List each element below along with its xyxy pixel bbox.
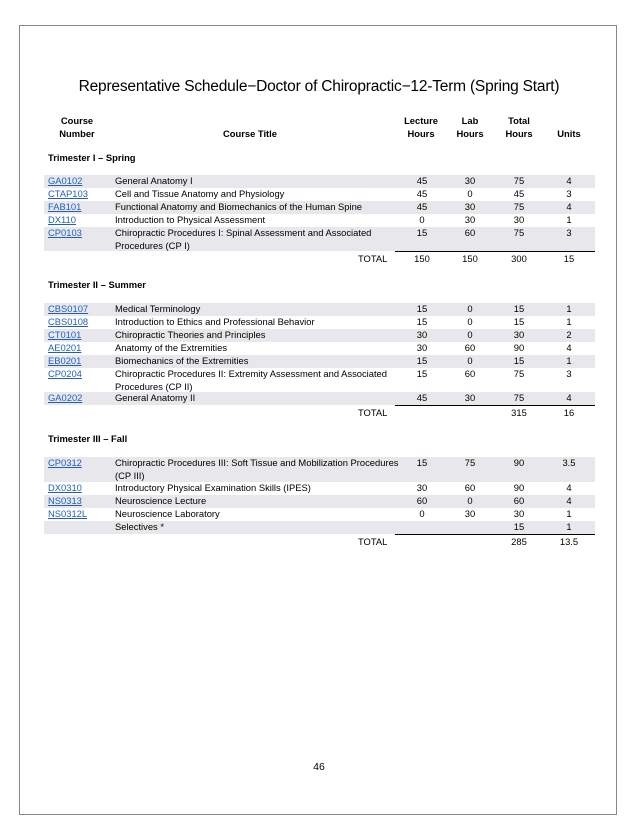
course-title: Medical Terminology (115, 303, 201, 314)
total-hours: 15 (513, 521, 525, 532)
lecture-hours: 15 (416, 316, 428, 327)
table-row (44, 482, 595, 495)
units: 3 (566, 188, 572, 199)
total-hours: 30 (513, 329, 525, 340)
table-row (44, 201, 595, 214)
lecture-hours: 45 (416, 188, 428, 199)
lecture-hours: 15 (416, 355, 428, 366)
lecture-hours: 15 (416, 303, 428, 314)
total-row (44, 252, 595, 266)
course-code-link[interactable]: CBS0107 (48, 303, 89, 314)
table-row (44, 521, 595, 534)
total-hours: 75 (513, 227, 525, 238)
header-lecture-line2: Hours (407, 128, 435, 139)
lab-hours: 75 (464, 457, 476, 468)
total-label: TOTAL (358, 253, 388, 264)
course-code-link[interactable]: GA0102 (48, 175, 83, 186)
total-units: 15 (563, 253, 575, 264)
lab-hours: 0 (467, 495, 473, 506)
table-row (44, 508, 595, 521)
course-code-link[interactable]: NS0312L (48, 508, 88, 519)
total-units: 16 (563, 407, 575, 418)
lecture-hours: 45 (416, 392, 428, 403)
course-title: General Anatomy I (115, 175, 193, 186)
course-title: Chiropractic Procedures II: Extremity Assessment and Associated Procedures (CP II) (115, 368, 387, 392)
units: 2 (566, 329, 572, 340)
table-row (44, 368, 595, 392)
header-course-title: Course Title (222, 128, 277, 139)
course-code-link[interactable]: GA0202 (48, 392, 83, 403)
units: 3 (566, 227, 572, 238)
lab-hours: 60 (464, 368, 476, 379)
header-course-line1: Course (60, 115, 94, 126)
table-row (44, 495, 595, 508)
total-hours: 45 (513, 188, 525, 199)
table-row (44, 457, 595, 482)
units: 4 (566, 392, 572, 403)
course-title: Biomechanics of the Extremities (115, 355, 249, 366)
lab-hours: 0 (467, 303, 473, 314)
units: 3.5 (562, 457, 576, 468)
total-lecture: 150 (414, 253, 430, 264)
header-total-line2: Hours (505, 128, 533, 139)
total-hours: 15 (513, 303, 525, 314)
units: 1 (566, 303, 572, 314)
course-code-link[interactable]: CP0103 (48, 227, 82, 238)
total-hours: 90 (513, 342, 525, 353)
lecture-hours: 15 (416, 368, 428, 379)
lab-hours: 60 (464, 482, 476, 493)
total-hours: 30 (513, 214, 525, 225)
header-lab-line2: Hours (456, 128, 484, 139)
total-label: TOTAL (358, 407, 388, 418)
units: 1 (566, 316, 572, 327)
lecture-hours: 30 (416, 482, 428, 493)
lecture-hours: 30 (416, 329, 428, 340)
lab-hours: 30 (464, 175, 476, 186)
total-row (44, 406, 595, 420)
table-row (44, 227, 595, 251)
course-title: Chiropractic Procedures III: Soft Tissue and Mobilization Procedures (CP III) (115, 457, 399, 481)
lab-hours: 30 (464, 508, 476, 519)
course-title: Chiropractic Theories and Principles (115, 329, 266, 340)
lab-hours: 30 (464, 201, 476, 212)
lecture-hours: 15 (416, 227, 428, 238)
course-title: Introduction to Physical Assessment (115, 214, 266, 225)
course-title: Neuroscience Lecture (115, 495, 207, 506)
header-lecture-hours (400, 114, 442, 140)
lab-hours: 30 (464, 214, 476, 225)
page-title: Representative Schedule−Doctor of Chiropractic−12-Term (Spring Start) (78, 78, 560, 95)
table-row (44, 342, 595, 355)
total-hours: 75 (513, 175, 525, 186)
lecture-hours: 0 (419, 508, 425, 519)
total-hours: 75 (513, 392, 525, 403)
table-row (44, 175, 595, 188)
units: 4 (566, 175, 572, 186)
course-title: Chiropractic Procedures I: Spinal Assessment and Associated Procedures (CP I) (115, 227, 372, 251)
lecture-hours: 0 (419, 214, 425, 225)
header-lab-line1: Lab (461, 115, 479, 126)
units: 1 (566, 521, 572, 532)
units: 4 (566, 201, 572, 212)
course-title: Selectives * (115, 521, 164, 532)
total-hours: 75 (513, 201, 525, 212)
total-hours: 285 (511, 536, 527, 547)
table-row (44, 303, 595, 316)
units: 1 (566, 214, 572, 225)
total-hours: 75 (513, 368, 525, 379)
course-title: Introduction to Ethics and Professional Behavior (115, 316, 315, 327)
table-row (44, 392, 595, 405)
total-row (44, 535, 595, 549)
table-row (44, 355, 595, 368)
course-title: Anatomy of the Extremities (115, 342, 228, 353)
units: 4 (566, 342, 572, 353)
table-row (44, 214, 595, 227)
header-course-number (52, 114, 102, 140)
lecture-hours: 45 (416, 175, 428, 186)
header-course-line2: Number (59, 128, 95, 139)
course-code-link[interactable]: CTAP103 (48, 188, 88, 199)
lab-hours: 30 (464, 392, 476, 403)
total-hours: 90 (513, 457, 525, 468)
total-lab: 150 (462, 253, 478, 264)
header-total-hours (499, 114, 539, 140)
header-units: Units (557, 128, 581, 139)
lecture-hours: 45 (416, 201, 428, 212)
course-code-link[interactable]: DX110 (48, 214, 76, 225)
total-hours: 15 (513, 316, 525, 327)
lab-hours: 0 (467, 329, 473, 340)
course-code-link[interactable]: AE0201 (48, 342, 82, 353)
course-code-link[interactable]: DX0310 (48, 482, 82, 493)
total-hours: 60 (513, 495, 525, 506)
units: 4 (566, 495, 572, 506)
lab-hours: 60 (464, 227, 476, 238)
course-title: General Anatomy II (115, 392, 196, 403)
lecture-hours: 15 (416, 457, 428, 468)
total-hours: 90 (513, 482, 525, 493)
section-heading: Trimester III – Fall (48, 433, 128, 444)
section-heading: Trimester II – Summer (48, 279, 146, 290)
lab-hours: 0 (467, 316, 473, 327)
lab-hours: 60 (464, 342, 476, 353)
course-title: Neuroscience Laboratory (115, 508, 220, 519)
course-title: Introductory Physical Examination Skills (IPES) (115, 482, 311, 493)
header-total-line1: Total (508, 115, 530, 126)
table-row (44, 329, 595, 342)
course-code-link[interactable]: NS0313 (48, 495, 82, 506)
course-title: Cell and Tissue Anatomy and Physiology (115, 188, 285, 199)
units: 1 (566, 508, 572, 519)
table-row (44, 316, 595, 329)
total-hours: 15 (513, 355, 525, 366)
section-heading: Trimester I – Spring (48, 152, 136, 163)
total-hours: 300 (511, 253, 527, 264)
page-frame (19, 25, 617, 815)
page-number: 46 (313, 761, 325, 773)
course-code-link[interactable]: EB0201 (48, 355, 82, 366)
header-lecture-line1: Lecture (404, 115, 438, 126)
course-code-link[interactable]: CP0204 (48, 368, 82, 379)
total-hours: 315 (511, 407, 527, 418)
total-label: TOTAL (358, 536, 388, 547)
lecture-hours: 30 (416, 342, 428, 353)
lab-hours: 0 (467, 355, 473, 366)
units: 4 (566, 482, 572, 493)
units: 1 (566, 355, 572, 366)
header-lab-hours (450, 114, 490, 140)
total-hours: 30 (513, 508, 525, 519)
total-units: 13.5 (559, 536, 579, 547)
course-code-link[interactable]: CP0312 (48, 457, 82, 468)
table-row (44, 188, 595, 201)
course-title: Functional Anatomy and Biomechanics of the Human Spine (115, 201, 363, 212)
course-code-link[interactable]: CT0101 (48, 329, 82, 340)
lab-hours: 0 (467, 188, 473, 199)
course-code-link[interactable]: CBS0108 (48, 316, 89, 327)
lecture-hours: 60 (416, 495, 428, 506)
units: 3 (566, 368, 572, 379)
course-code-link[interactable]: FAB101 (48, 201, 82, 212)
